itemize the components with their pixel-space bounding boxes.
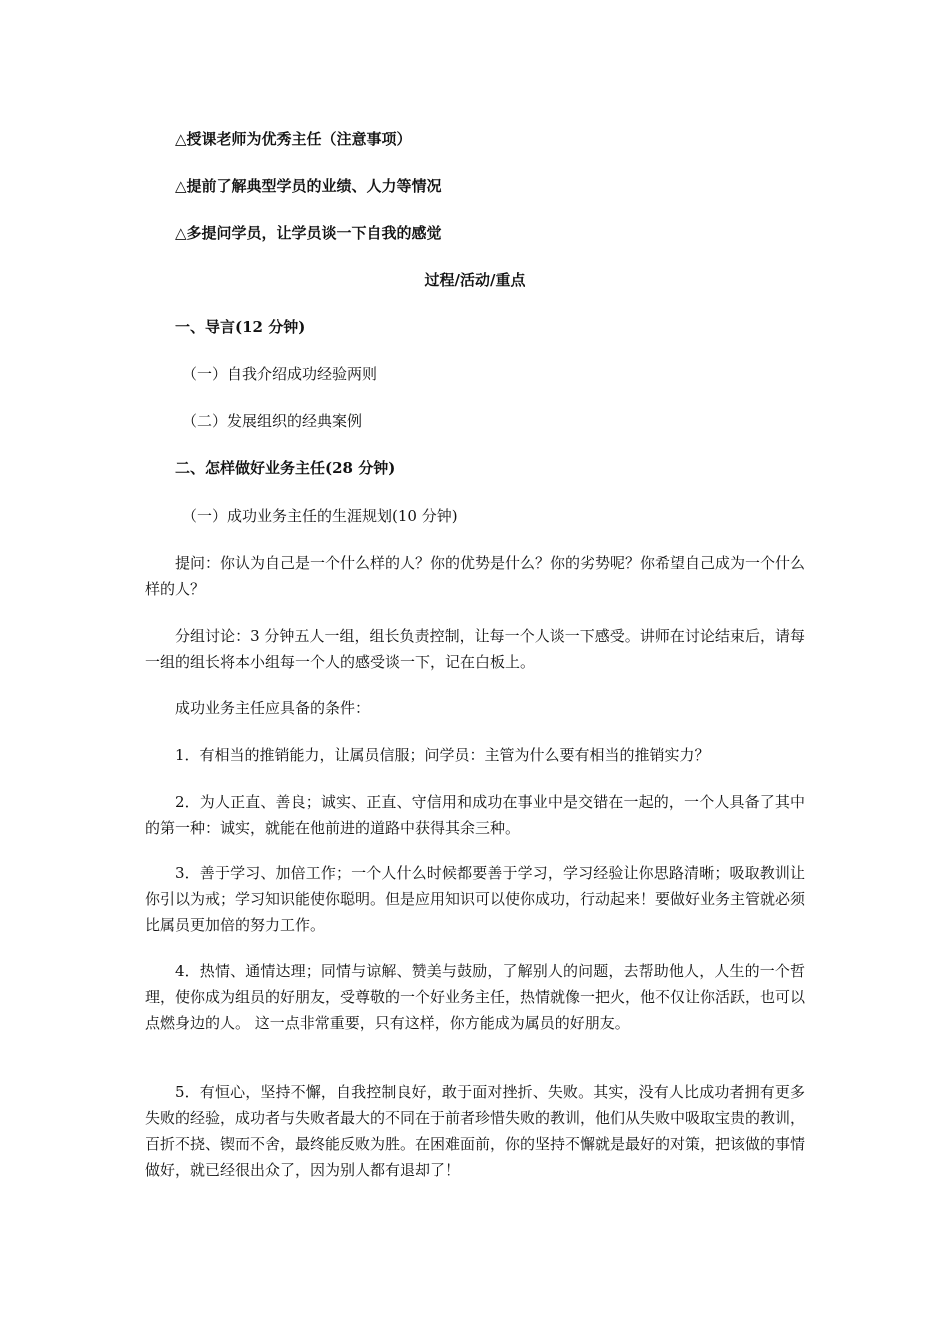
part2-heading: 二、怎样做好业务主任(28 分钟) [175, 459, 396, 477]
note-questions: △多提问学员，让学员谈一下自我的感觉 [175, 224, 442, 242]
intro-item-2: （二）发展组织的经典案例 [182, 412, 363, 430]
condition-3: 3．善于学习、加倍工作；一个人什么时候都要善于学习，学习经验让你思路清晰；吸取教训让你引以为戒；学习知识能使你聪明。但是应用知识可以使你成功，行动起来！要做好业务主管就必须比属员更加倍的努力工作。 [145, 864, 806, 934]
discussion-paragraph: 分组讨论：3 分钟五人一组，组长负责控制，让每一个人谈一下感受。讲师在讨论结束后，请每一组的组长将本小组每一个人的感受谈一下，记在白板上。 [145, 627, 805, 671]
question-paragraph: 提问：你认为自己是一个什么样的人？你的优势是什么？你的劣势呢？你希望自己成为一个什么样的人？ [145, 554, 806, 598]
condition-4: 4．热情、通情达理；同情与谅解、赞美与鼓励，了解别人的问题，去帮助他人，人生的一个哲理，使你成为组员的好朋友，受尊敬的一个好业务主任，热情就像一把火，他不仅让你活跃，也可以点燃身边的人。 这一点非常重要，只有这样，你方能成为属员的好朋友。 [145, 962, 806, 1032]
section-heading: 过程/活动/重点 [424, 271, 526, 289]
note-prepare: △提前了解典型学员的业绩、人力等情况 [175, 177, 442, 195]
condition-1: 1．有相当的推销能力，让属员信服；问学员：主管为什么要有相当的推销实力？ [175, 746, 710, 764]
intro-heading: 一、导言(12 分钟) [175, 318, 306, 336]
intro-item-1: （一）自我介绍成功经验两则 [182, 365, 378, 383]
note-teacher: △授课老师为优秀主任（注意事项） [175, 130, 412, 148]
condition-5: 5．有恒心，坚持不懈，自我控制良好，敢于面对挫折、失败。其实，没有人比成功者拥有更多失败的经验，成功者与失败者最大的不同在于前者珍惜失败的教训，他们从失败中吸取宝贵的教训，百折不挠、锲而不舍，最终能反败为胜。在困难面前，你的坚持不懈就是最好的对策，把该做的事情做好，就已经很出众了，因为别人都有退却了！ [145, 1083, 806, 1179]
condition-2: 2．为人正直、善良；诚实、正直、守信用和成功在事业中是交错在一起的，一个人具备了其中的第一种：诚实，就能在他前进的道路中获得其余三种。 [145, 793, 805, 837]
conditions-title: 成功业务主任应具备的条件： [175, 699, 371, 717]
part2-sub1: （一）成功业务主任的生涯规划(10 分钟) [182, 507, 458, 525]
